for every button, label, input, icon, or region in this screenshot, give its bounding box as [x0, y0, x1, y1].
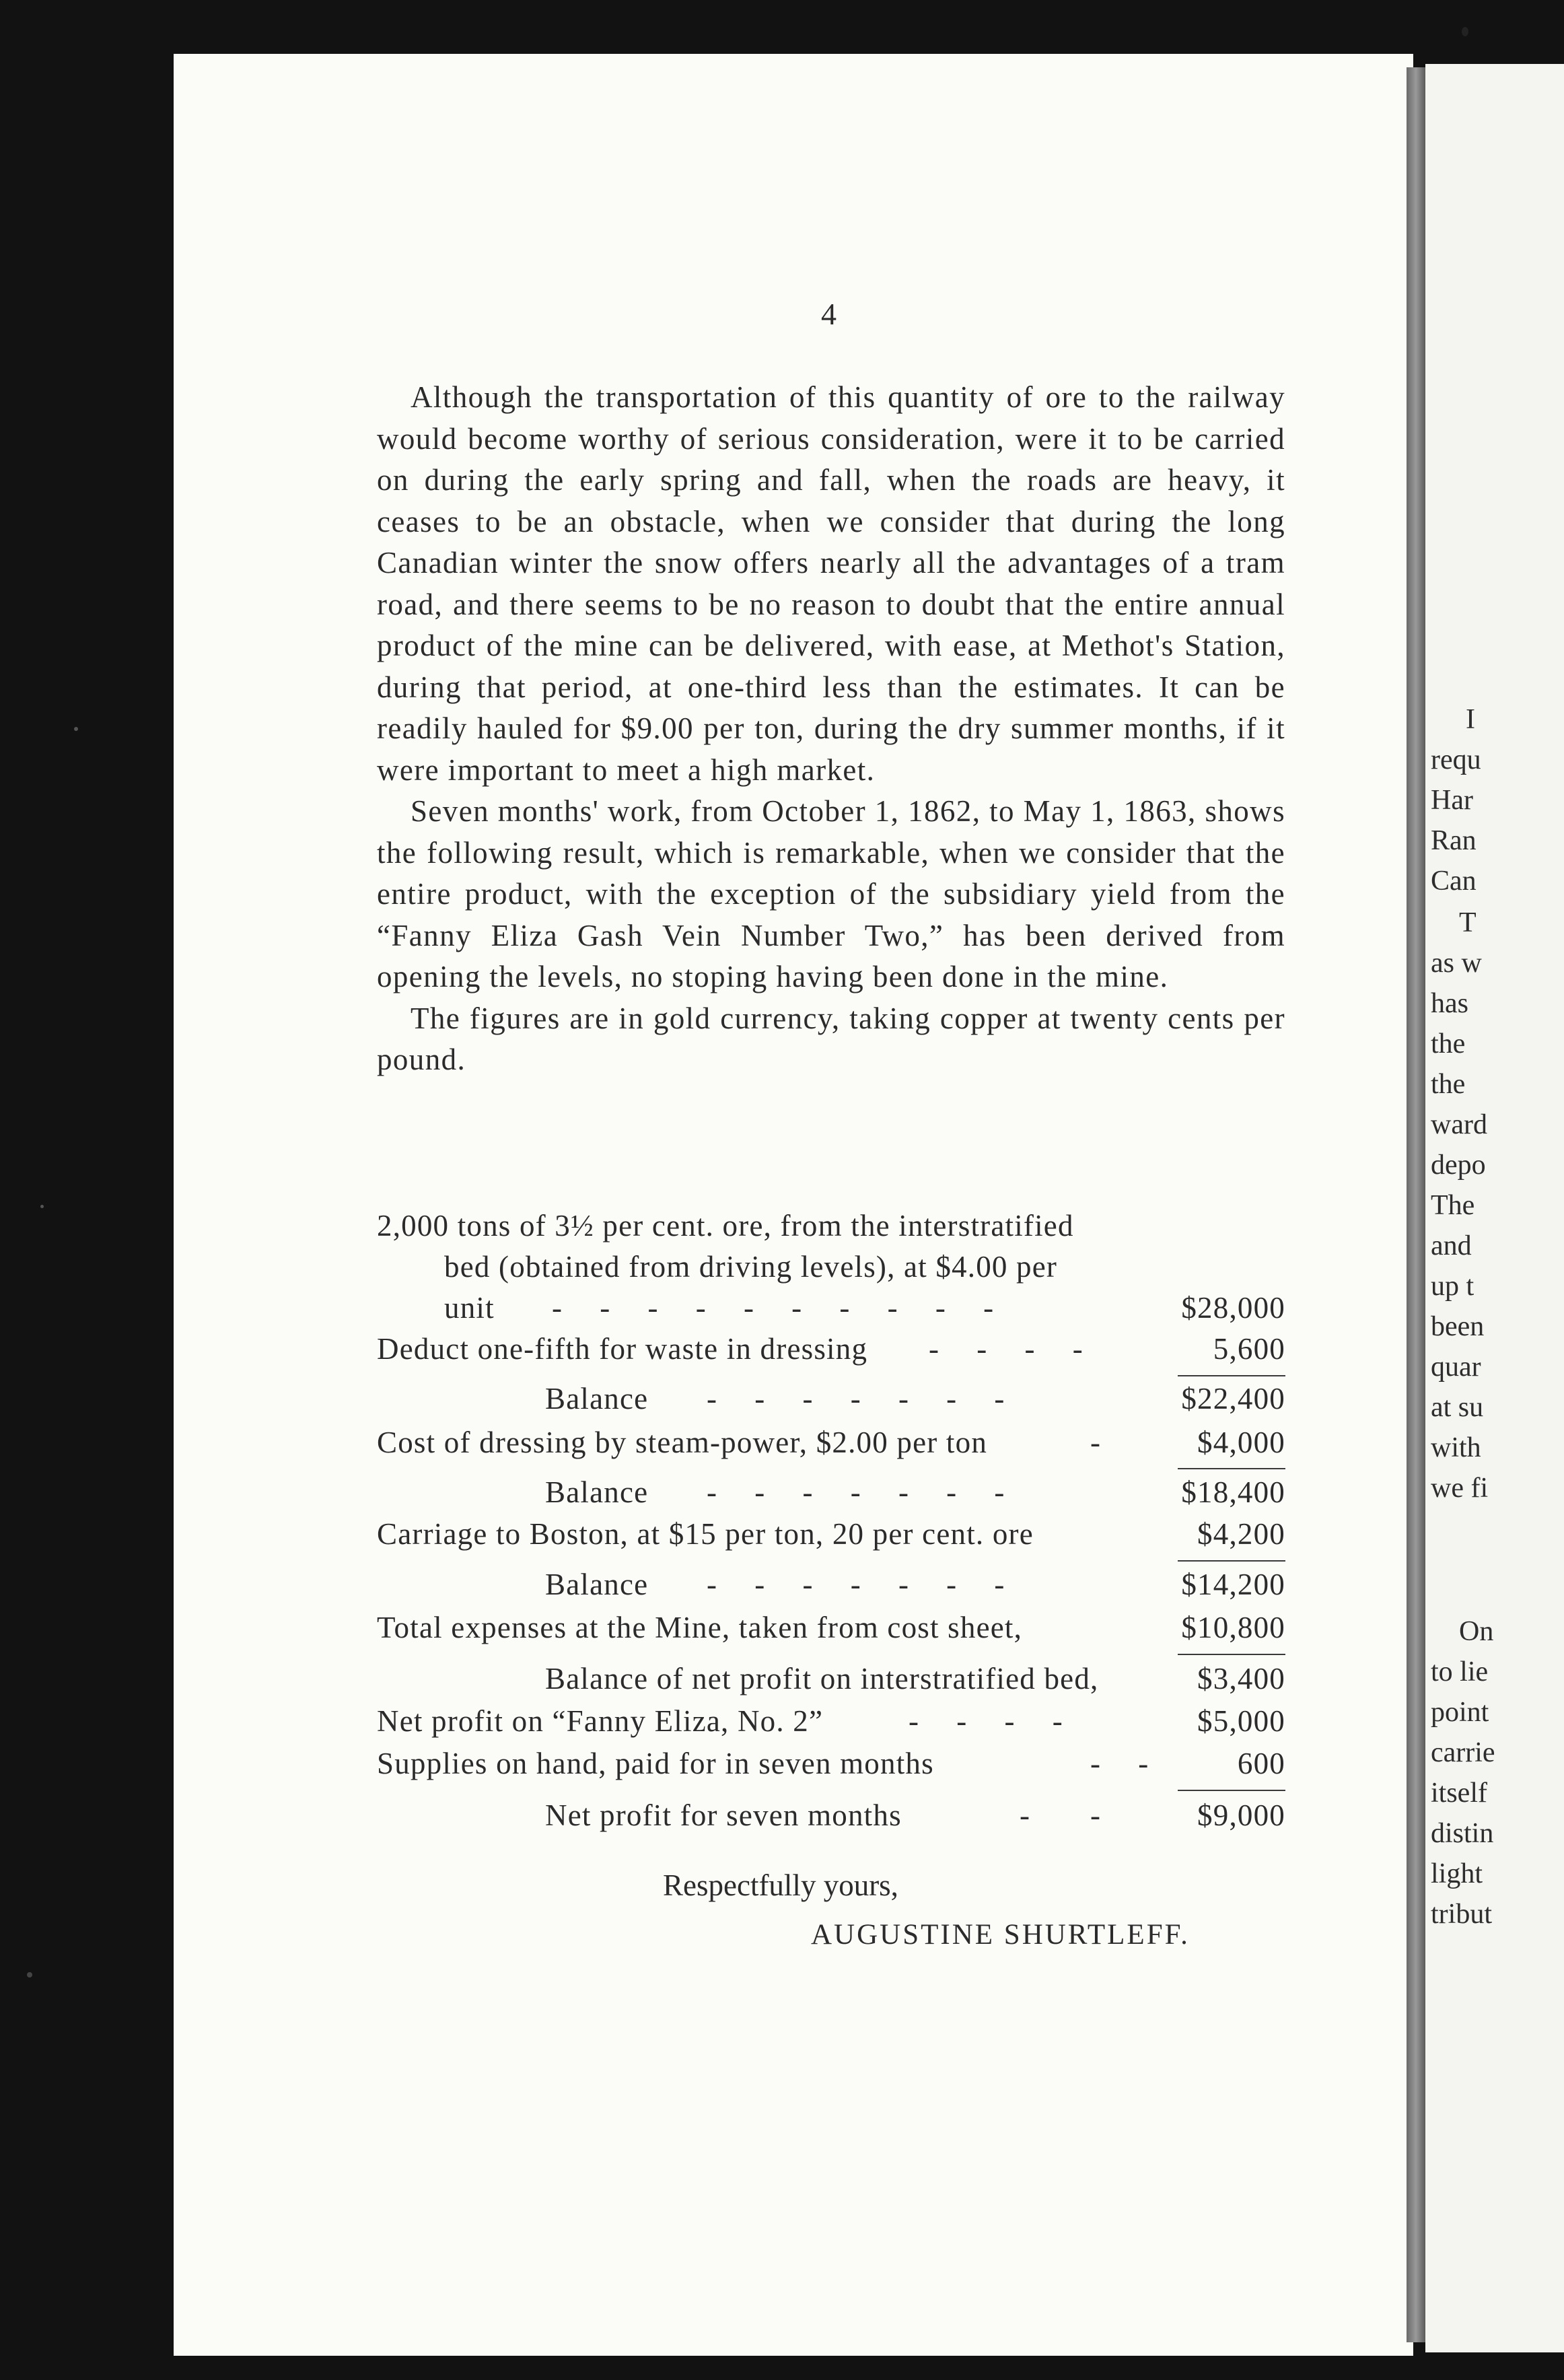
- leader-dashes: - - - -: [929, 1332, 1083, 1366]
- page-number: 4: [821, 297, 837, 331]
- adjacent-fragment: ward: [1431, 1109, 1487, 1140]
- sum-rule: [1178, 1790, 1285, 1791]
- ledger-row: [377, 1567, 1285, 1607]
- adjacent-fragment: we fi: [1431, 1473, 1489, 1504]
- sum-rule: [1178, 1375, 1285, 1376]
- adjacent-fragment: point: [1431, 1697, 1489, 1728]
- adjacent-fragment: T: [1459, 907, 1477, 938]
- ledger-amount: $10,800: [1181, 1611, 1285, 1644]
- scan-speck: [1462, 27, 1468, 36]
- ledger-label: Balance of net profit on interstratified bed,: [545, 1662, 1099, 1695]
- ledger-row: [377, 1516, 1285, 1557]
- ledger-label: Carriage to Boston, at $15 per ton, 20 per cent. ore: [377, 1517, 1034, 1551]
- adjacent-fragment: Har: [1431, 785, 1473, 816]
- adjacent-fragment: to lie: [1431, 1656, 1489, 1687]
- ledger-label: Supplies on hand, paid for in seven months: [377, 1747, 934, 1780]
- scan-speck: [40, 1205, 44, 1208]
- ledger-label: Balance: [545, 1475, 649, 1509]
- adjacent-fragment: depo: [1431, 1150, 1486, 1181]
- adjacent-fragment: tribut: [1431, 1899, 1492, 1930]
- adjacent-fragment: Ran: [1431, 825, 1477, 856]
- ledger-row: [377, 1425, 1285, 1465]
- paragraph: Seven months' work, from October 1, 1862, to May 1, 1863, shows the following result, which is remarkable, when we consider that the entire product, with the exception of the subsidiary yield from the “Fanny Eliza Gash Vein Number Two,” has been derived from opening the levels, no stoping having been done in the mine.: [377, 794, 1285, 993]
- ledger-amount: $28,000: [1181, 1291, 1285, 1325]
- scan-speck: [27, 1972, 32, 1978]
- ledger-label: unit: [444, 1291, 495, 1325]
- ledger-row: [377, 1610, 1285, 1650]
- ledger-amount: 5,600: [1213, 1332, 1285, 1366]
- adjacent-fragment: with: [1431, 1432, 1481, 1463]
- ledger-row: [377, 1475, 1285, 1515]
- ledger-label: 2,000 tons of 3½ per cent. ore, from the interstratified: [377, 1209, 1074, 1242]
- leader-dashes: - - - -: [909, 1704, 1063, 1738]
- ledger-row: [377, 1249, 1285, 1290]
- ledger-row: [377, 1661, 1285, 1702]
- ledger-row: [377, 1798, 1285, 1838]
- adjacent-fragment: the: [1431, 1069, 1466, 1100]
- adjacent-fragment: distin: [1431, 1818, 1494, 1849]
- paragraph: Although the transportation of this quantity of ore to the railway would become worthy of serious consideration, were it to be carried on during the early spring and fall, when the roads are heavy, it ceases to be an obstacle, when we consider that during the long Canadian winter the snow offers nearly all the advantages of a tram road, and there seems to be no reason to doubt that the entire annual product of the mine can be delivered, with ease, at Methot's Station, during that period, at one-third less than the estimates. It can be readily hauled for $9.00 per ton, during the dry summer months, if it were important to meet a high market.: [377, 380, 1285, 787]
- body-text: [377, 377, 1285, 1081]
- leader-dashes: - -: [1090, 1747, 1149, 1780]
- ledger-row: [377, 1290, 1285, 1331]
- ledger-label: Total expenses at the Mine, taken from cost sheet,: [377, 1611, 1023, 1644]
- sum-rule: [1178, 1560, 1285, 1562]
- adjacent-fragment: up t: [1431, 1271, 1474, 1302]
- adjacent-fragment: itself: [1431, 1778, 1487, 1809]
- adjacent-fragment: been: [1431, 1311, 1485, 1342]
- ledger-row: [377, 1381, 1285, 1422]
- ledger-label: Net profit for seven months: [545, 1798, 902, 1832]
- ledger-label: Cost of dressing by steam-power, $2.00 per ton: [377, 1426, 988, 1459]
- ledger-label: Balance: [545, 1382, 649, 1415]
- adjacent-fragment: and: [1431, 1230, 1472, 1261]
- ledger-label: bed (obtained from driving levels), at $4.00 per: [444, 1250, 1058, 1284]
- closing-salutation: Respectfully yours,: [663, 1868, 898, 1902]
- leader-dashes: - -: [1020, 1798, 1100, 1832]
- adjacent-fragment: quar: [1431, 1352, 1481, 1382]
- ledger-amount: $18,400: [1181, 1475, 1285, 1509]
- ledger-amount: 600: [1237, 1747, 1285, 1780]
- ledger-row: [377, 1746, 1285, 1786]
- ledger-amount: $3,400: [1197, 1662, 1285, 1695]
- sum-rule: [1178, 1468, 1285, 1469]
- adjacent-fragment: I: [1466, 704, 1475, 735]
- adjacent-fragment: The: [1431, 1190, 1475, 1221]
- adjacent-fragment: has: [1431, 988, 1468, 1019]
- paragraph: The figures are in gold currency, taking copper at twenty cents per pound.: [377, 1001, 1285, 1076]
- ledger-row: [377, 1704, 1285, 1744]
- ledger-amount: $9,000: [1197, 1798, 1285, 1832]
- adjacent-fragment: the: [1431, 1028, 1466, 1059]
- adjacent-fragment: On: [1459, 1616, 1494, 1647]
- ledger-amount: $4,200: [1197, 1517, 1285, 1551]
- leader-dashes: - - - - - - - - - -: [552, 1291, 994, 1325]
- leader-dashes: -: [1090, 1426, 1100, 1459]
- ledger-row: [377, 1208, 1285, 1249]
- ledger-label: Deduct one-fifth for waste in dressing: [377, 1332, 868, 1366]
- leader-dashes: - - - - - - -: [707, 1568, 1005, 1601]
- leader-dashes: - - - - - - -: [707, 1475, 1005, 1509]
- page-edge: [1407, 67, 1425, 2342]
- signature: AUGUSTINE SHURTLEFF.: [811, 1919, 1190, 1951]
- adjacent-fragment: light: [1431, 1858, 1483, 1889]
- ledger-amount: $22,400: [1181, 1382, 1285, 1415]
- ledger-amount: $14,200: [1181, 1568, 1285, 1601]
- leader-dashes: - - - - - - -: [707, 1382, 1005, 1415]
- adjacent-fragment: at su: [1431, 1392, 1484, 1423]
- adjacent-fragment: carrie: [1431, 1737, 1495, 1768]
- ledger-amount: $5,000: [1197, 1704, 1285, 1738]
- sum-rule: [1178, 1654, 1285, 1655]
- adjacent-fragment: Can: [1431, 866, 1477, 897]
- scan-speck: [74, 727, 78, 731]
- ledger-row: [377, 1331, 1285, 1372]
- adjacent-page: [1425, 64, 1564, 2352]
- ledger-label: Net profit on “Fanny Eliza, No. 2”: [377, 1704, 824, 1738]
- ledger-label: Balance: [545, 1568, 649, 1601]
- adjacent-fragment: as w: [1431, 948, 1482, 979]
- ledger-amount: $4,000: [1197, 1426, 1285, 1459]
- adjacent-fragment: requ: [1431, 744, 1481, 775]
